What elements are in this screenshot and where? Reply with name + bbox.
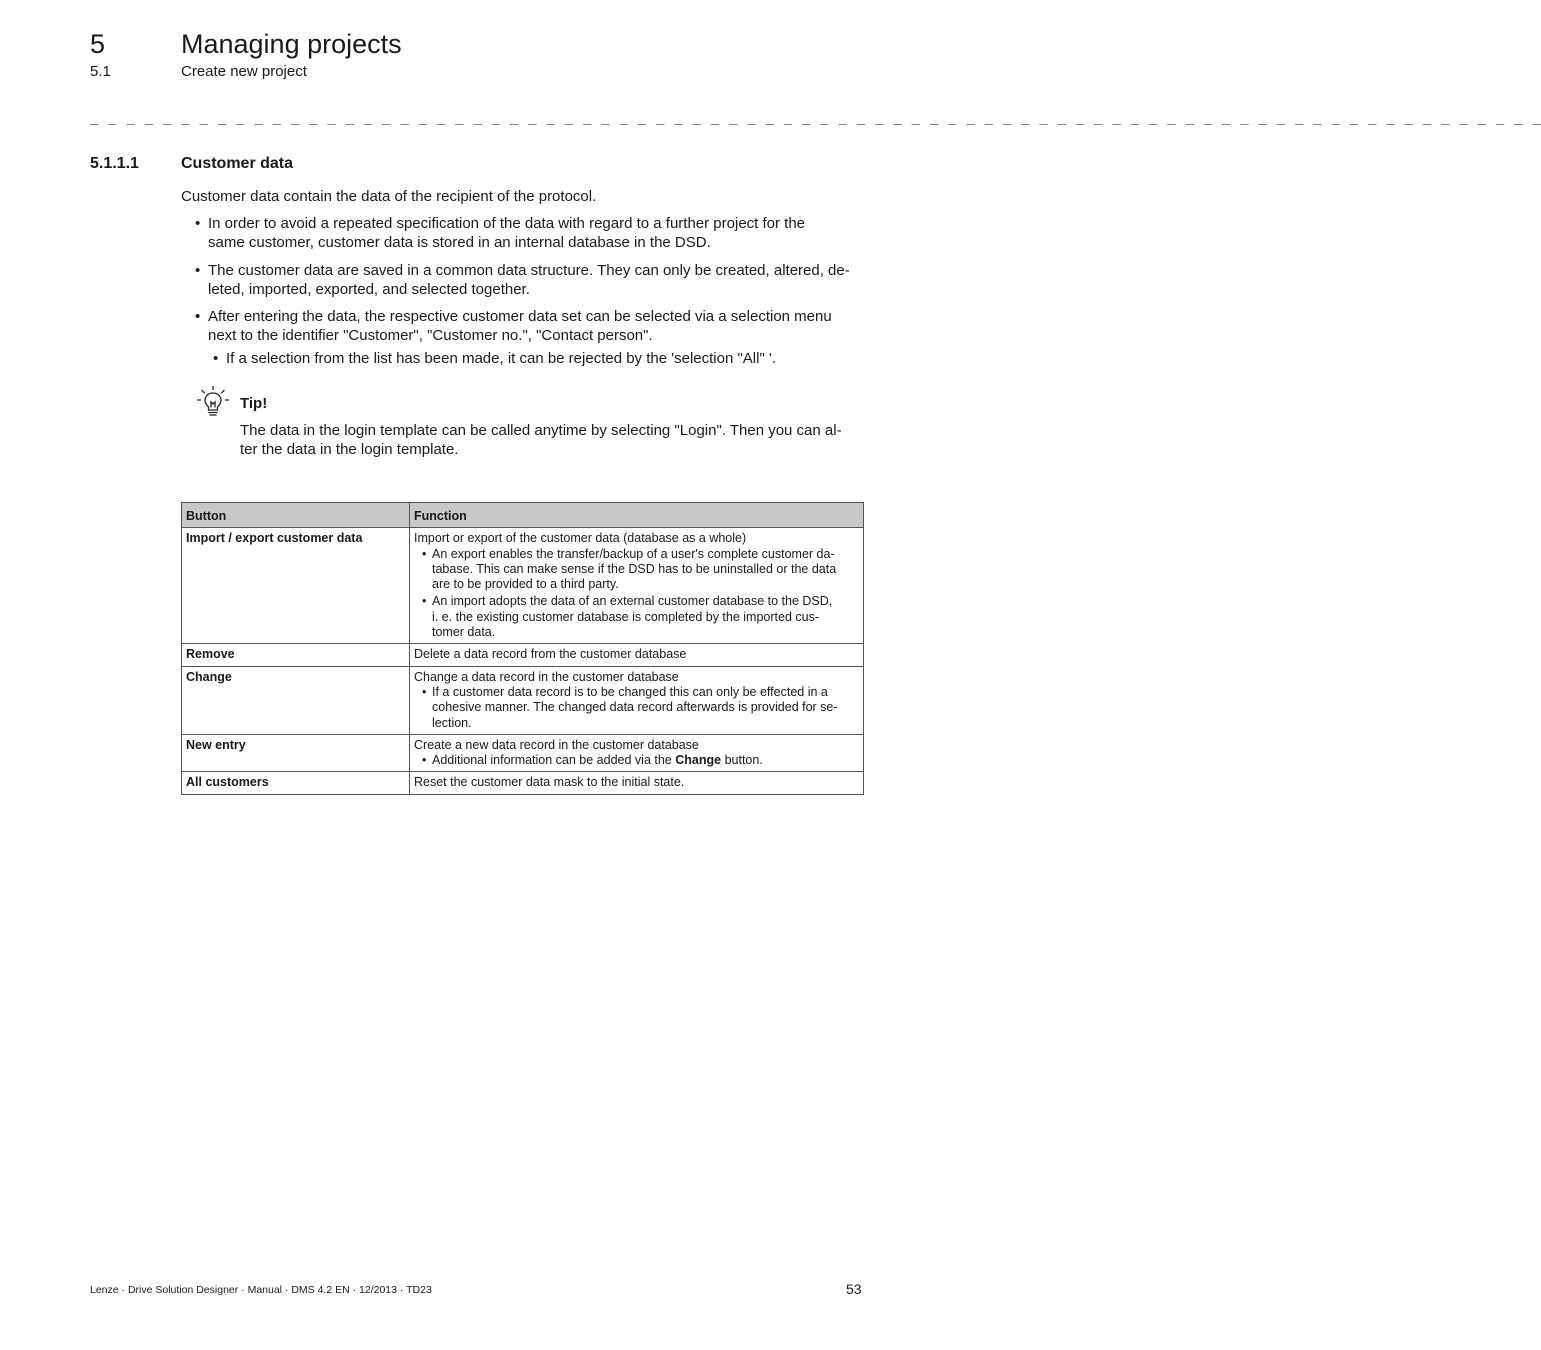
table-row (182, 644, 864, 666)
bullet-dot: • (195, 215, 201, 232)
header-dashed-rule: _ _ _ _ _ _ _ _ _ _ _ _ _ _ _ _ _ _ _ _ _ _ _ _ _ _ _ _ _ _ _ _ _ _ _ _ _ _ _ _ _ _ _ _ _ _ _ _ _ _ _ _ _ _ _ _ _ _ _ _ _ _ _ _ _ _ _ _ _ _ _ _ _ _ _ _ _ _ _ _ (90, 109, 1541, 125)
bullet-line: same customer, customer data is stored in an internal database in the DSD. (208, 234, 711, 251)
sub-bullet-text: If a selection from the list has been made, it can be rejected by the 'selection "All" '. (226, 350, 776, 367)
function-text: Create a new data record in the customer database (414, 737, 699, 752)
table-cell-button: Change (182, 666, 410, 734)
table-cell-function (410, 734, 864, 772)
page-number: 53 (846, 1281, 862, 1297)
bullet-line: After entering the data, the respective customer data set can be selected via a selection menu (208, 308, 832, 325)
table-cell-button: All customers (182, 772, 410, 794)
table-cell-function (410, 666, 864, 734)
bullet-dot: • (422, 546, 427, 561)
tip-line: The data in the login template can be called anytime by selecting "Login". Then you can al- (240, 422, 842, 439)
intro-paragraph: Customer data contain the data of the recipient of the protocol. (181, 188, 597, 205)
table-cell-button: Remove (182, 644, 410, 666)
bullet-line: The customer data are saved in a common data structure. They can only be created, altered, de- (208, 262, 850, 279)
section-number: 5.1 (90, 63, 111, 80)
tip-line: ter the data in the login template. (240, 441, 459, 458)
sub-item-line: An export enables the transfer/backup of a user's complete customer da- (432, 546, 835, 561)
chapter-title: Managing projects (181, 29, 402, 59)
table-row (182, 734, 864, 772)
note-suffix: button. (724, 753, 763, 768)
function-sub-item (414, 547, 859, 593)
table-cell-button: New entry (182, 734, 410, 772)
bullet-dot: • (422, 594, 427, 609)
table-cell-function (410, 528, 864, 644)
sub-item-line: lection. (432, 715, 472, 730)
note-prefix: Additional information can be added via the (432, 753, 672, 768)
table-row (182, 666, 864, 734)
table-header-row (182, 503, 864, 528)
sub-item-line: tomer data. (432, 625, 496, 640)
bullet-dot: • (213, 350, 219, 367)
tip-label: Tip! (240, 395, 268, 412)
sub-item-line: tabase. This can make sense if the DSD has to be uninstalled or the data (432, 561, 837, 576)
table-cell-function: Reset the customer data mask to the initial state. (410, 772, 864, 794)
button-function-table (181, 502, 864, 795)
sub-item-line: An import adopts the data of an external customer database to the DSD, (432, 594, 833, 609)
bullet-line: next to the identifier "Customer", "Customer no.", "Contact person". (208, 327, 653, 344)
function-text: Import or export of the customer data (database as a whole) (414, 531, 747, 546)
sub-item-line: cohesive manner. The changed data record afterwards is provided for se- (432, 700, 838, 715)
table-row (182, 772, 864, 794)
bullet-dot: • (422, 684, 427, 699)
bullet-dot: • (195, 308, 201, 325)
bullet-dot: • (422, 753, 427, 768)
section-title: Create new project (181, 63, 307, 80)
table-cell-function: Delete a data record from the customer database (410, 644, 864, 666)
bullet-line: In order to avoid a repeated specification of the data with regard to a further project for the (208, 215, 806, 232)
bullet-line: leted, imported, exported, and selected together. (208, 281, 530, 298)
sub-item-line: are to be provided to a third party. (432, 577, 619, 592)
sub-item-line: i. e. the existing customer database is completed by the imported cus- (432, 609, 819, 624)
tip-text (240, 421, 864, 459)
function-sub-item (414, 594, 859, 640)
footer-text: Lenze · Drive Solution Designer · Manual · DMS 4.2 EN · 12/2013 · TD23 (90, 1284, 432, 1296)
function-sub-item (414, 753, 859, 768)
function-sub-item (414, 685, 859, 731)
lightbulb-icon (196, 385, 230, 419)
sub-item-line: If a customer data record is to be changed this can only be effected in a (432, 684, 828, 699)
table-row (182, 528, 864, 644)
subsection-title: Customer data (181, 155, 294, 172)
note-bold: Change (675, 753, 722, 768)
table-header-button: Button (182, 503, 410, 528)
function-text: Change a data record in the customer database (414, 669, 679, 684)
bullet-dot: • (195, 262, 201, 279)
subsection-number: 5.1.1.1 (90, 155, 139, 172)
table-header-function: Function (410, 503, 864, 528)
chapter-number: 5 (90, 29, 106, 59)
table-cell-button: Import / export customer data (182, 528, 410, 644)
